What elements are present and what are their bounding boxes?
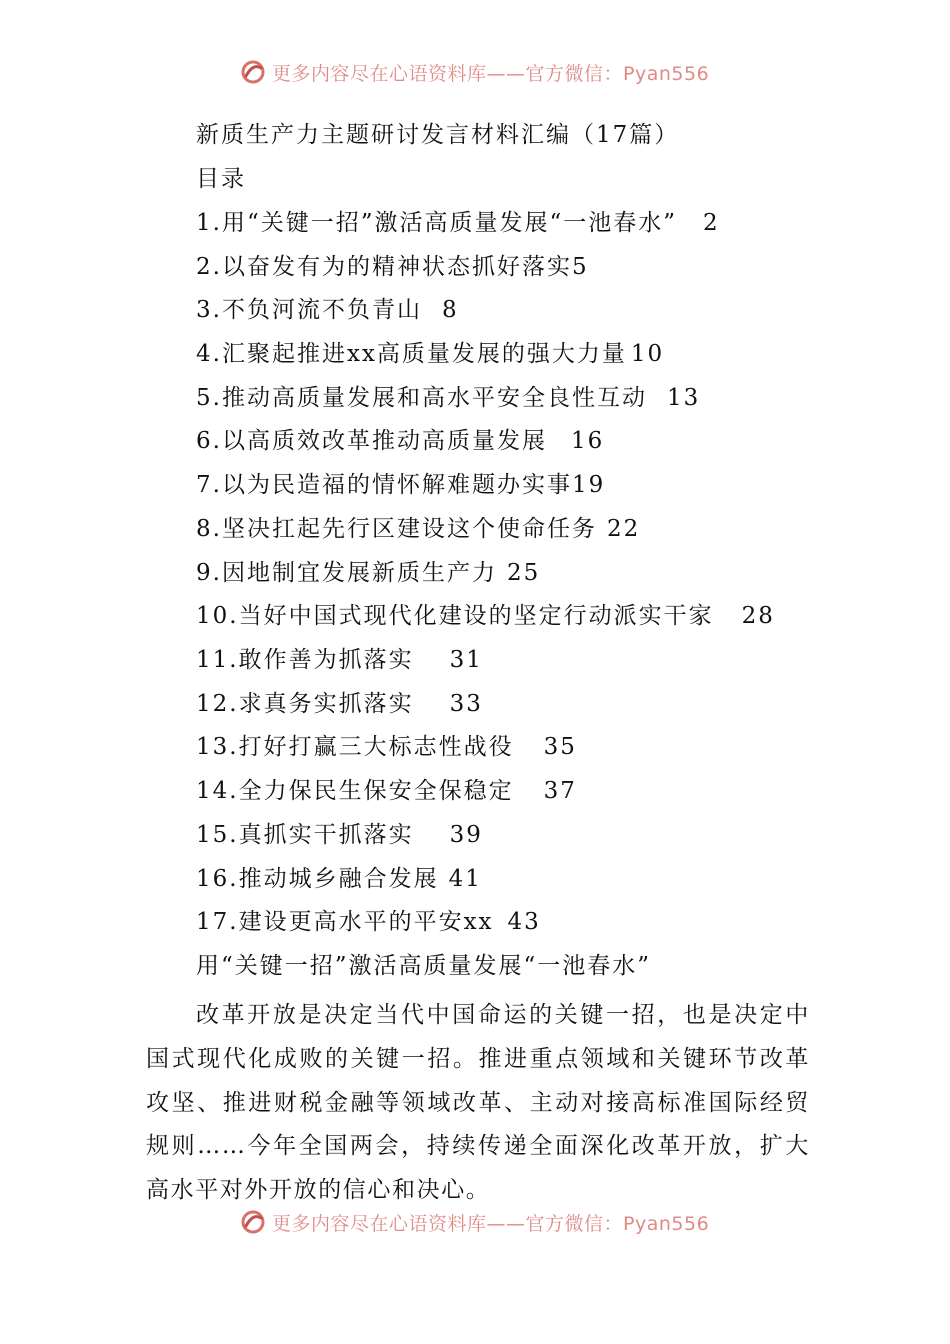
toc-entry (196, 296, 459, 324)
toc-entry (196, 253, 589, 281)
article-title-text: 用“关键一招”激活高质量发展“一池春水” (196, 953, 652, 979)
toc-entry-title: 16.推动城乡融合发展 (196, 866, 439, 892)
body-paragraph: 改革开放是决定当代中国命运的关键一招，也是决定中国式现代化成败的关键一招。推进重点领域和关键环节改革攻坚、推进财税金融等领域改革、主动对接高标准国际经贸规则……今年全国两会，持续传递全面深化改革开放，扩大高水平对外开放的信心和决心。 (146, 1002, 810, 1204)
toc-entry-title: 6.以高质效改革推动高质量发展 (196, 428, 547, 454)
toc-entry (196, 559, 540, 587)
toc-entry-title: 15.真抓实干抓落实 (196, 822, 414, 848)
toc-entry-title: 2.以奋发有为的精神状态抓好落实 (196, 254, 572, 280)
toc-entry (196, 515, 640, 543)
toc-entry (196, 777, 577, 805)
toc-entry (196, 690, 483, 718)
toc-entry-title: 10.当好中国式现代化建设的坚定行动派实干家 (196, 603, 714, 629)
toc-entry (196, 646, 483, 674)
toc-entry-title: 7.以为民造福的情怀解难题办实事 (196, 472, 572, 498)
toc-entry (196, 602, 775, 630)
toc-entry (196, 733, 577, 761)
toc-entry (196, 209, 720, 237)
toc-entry (196, 908, 541, 936)
toc-entry (196, 865, 482, 893)
toc-entry-title: 3.不负河流不负青山 (196, 297, 422, 323)
toc-entry (196, 384, 700, 412)
toc-entry-page: 35 (543, 734, 577, 760)
toc-entry-page: 13 (666, 385, 701, 411)
toc-entry-page: 2 (702, 210, 720, 236)
toc-entry-title: 13.打好打赢三大标志性战役 (196, 734, 514, 760)
watermark-text: 更多内容尽在心语资料库——官方微信：Pyan556 (272, 62, 710, 85)
toc-entry-title: 12.求真务实抓落实 (196, 691, 414, 717)
toc-entry-title: 11.敢作善为抓落实 (196, 647, 414, 673)
toc-entry-page: 19 (571, 472, 606, 498)
document-title-text: 新质生产力主题研讨发言材料汇编（17篇） (196, 122, 680, 148)
toc-entry-page: 41 (448, 866, 482, 892)
toc-entry (196, 340, 664, 368)
toc-entry-title: 17.建设更高水平的平安xx (196, 909, 494, 935)
toc-entry-page: 25 (506, 560, 541, 586)
article-title (196, 952, 651, 980)
toc-entry-page: 28 (741, 603, 775, 629)
toc-heading (196, 165, 246, 193)
toc-entry-page: 8 (441, 297, 459, 323)
toc-entry-title: 14.全力保民生保安全保稳定 (196, 778, 514, 804)
watermark-text: 更多内容尽在心语资料库——官方微信：Pyan556 (272, 1212, 710, 1235)
toc-entry-title: 1.用“关键一招”激活高质量发展“一池春水” (196, 210, 677, 236)
toc-entry-page: 37 (543, 778, 577, 804)
toc-entry (196, 821, 483, 849)
toc-entry-page: 39 (449, 822, 483, 848)
toc-entry-page: 5 (571, 254, 589, 280)
toc-entry-page: 43 (507, 909, 541, 935)
toc-entry-page: 10 (630, 341, 665, 367)
logo-icon (240, 59, 266, 85)
toc-entry (196, 471, 605, 499)
toc-entry-page: 31 (449, 647, 483, 673)
document-title (196, 121, 679, 149)
toc-heading-text: 目录 (196, 166, 246, 192)
toc-entry-page: 16 (570, 428, 605, 454)
toc-entry-title: 5.推动高质量发展和高水平安全良性互动 (196, 385, 647, 411)
watermark-footer (240, 1207, 709, 1237)
watermark-header (240, 57, 709, 87)
toc-entry-page: 33 (449, 691, 483, 717)
toc-entry (196, 427, 604, 455)
toc-entry-title: 9.因地制宜发展新质生产力 (196, 560, 497, 586)
toc-entry-title: 8.坚决扛起先行区建设这个使命任务 (196, 516, 597, 542)
toc-entry-page: 22 (606, 516, 641, 542)
toc-entry-title: 4.汇聚起推进xx高质量发展的强大力量 (196, 341, 627, 367)
logo-icon (240, 1209, 266, 1235)
